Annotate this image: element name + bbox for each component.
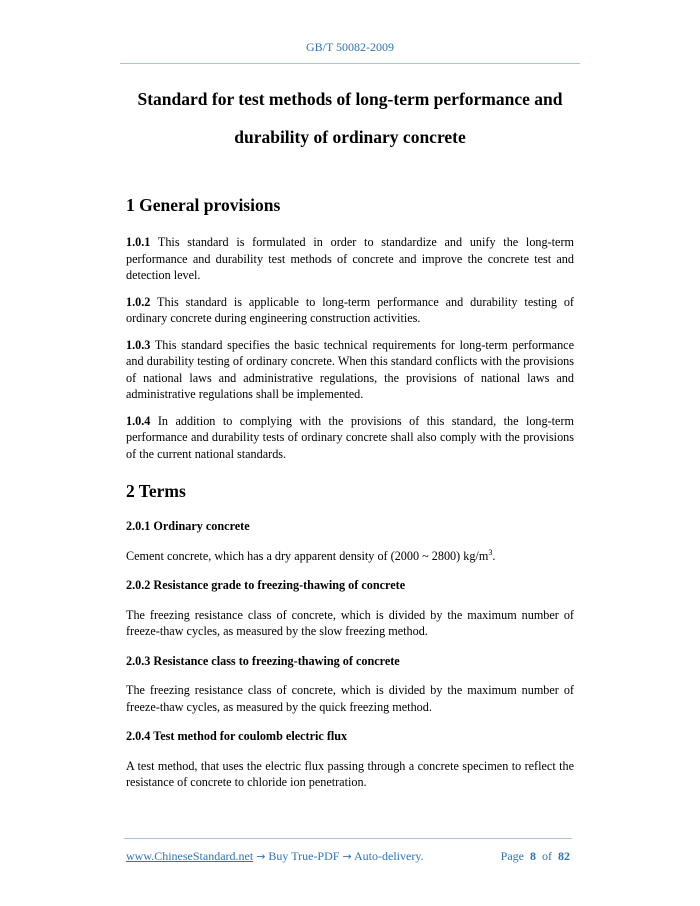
page-counter	[501, 849, 570, 864]
clause-1-0-4	[126, 413, 574, 463]
clause-1-0-2	[126, 294, 574, 327]
term-definition-2-0-1	[126, 548, 574, 565]
page-label: Page	[500, 849, 524, 863]
document-body	[126, 192, 574, 804]
term-definition-2-0-4: A test method, that uses the electric flux passing through a concrete specimen to reflect the resistance of concrete to chloride ion penetration.	[126, 758, 574, 789]
page-number: 8	[530, 849, 536, 863]
title-line-2: durability of ordinary concrete	[234, 127, 466, 147]
clause-1-0-3	[126, 337, 574, 403]
clause-text: In addition to complying with the provisions of this standard, the long-term performance and durability tests of ordinary concrete shall also comply with the provisions of the current national standards.	[126, 413, 574, 461]
term-heading-2-0-2: 2.0.2 Resistance grade to freezing-thawing of concrete	[126, 578, 406, 592]
footer-promo	[126, 849, 424, 864]
site-link[interactable]: www.ChineseStandard.net	[126, 849, 254, 863]
footer-divider	[124, 838, 572, 839]
term-heading-2-0-1: 2.0.1 Ordinary concrete	[126, 519, 250, 533]
document-title	[126, 83, 574, 153]
term-heading-2-0-4: 2.0.4 Test method for coulomb electric flux	[126, 729, 348, 743]
clause-text: This standard is formulated in order to standardize and unify the long-term performance and durability test methods of concrete and improve the concrete test and detection level.	[126, 235, 574, 282]
clause-number: 1.0.4	[126, 413, 151, 428]
arrow-right-icon: →	[256, 850, 266, 863]
clause-1-0-1	[126, 234, 574, 284]
arrow-right-icon: →	[342, 850, 352, 863]
title-line-1: Standard for test methods of long-term performance and	[137, 89, 563, 109]
page-total: 82	[558, 849, 570, 863]
section-heading-general-provisions: 1 General provisions	[126, 195, 281, 215]
term-definition-2-0-2: The freezing resistance class of concrete, which is divided by the maximum number of freeze-thaw cycles, as measured by the slow freezing method.	[126, 607, 574, 638]
auto-delivery-text: Auto-delivery.	[354, 849, 424, 863]
section-heading-terms: 2 Terms	[126, 481, 186, 501]
clause-number: 1.0.3	[126, 337, 151, 352]
superscript-exponent: 3	[488, 547, 493, 557]
header-divider	[120, 63, 580, 64]
term-heading-2-0-3: 2.0.3 Resistance class to freezing-thawing of concrete	[126, 653, 400, 668]
clause-text: This standard specifies the basic technical requirements for long-term performance and durability testing of ordinary concrete. When this standard conflicts with the provisions of national laws and administrative regulations, the provisions of national laws and administrative regulations shall be implemented.	[126, 337, 574, 401]
of-label: of	[542, 849, 552, 863]
standard-code: GB/T 50082-2009	[305, 40, 395, 54]
clause-text: This standard is applicable to long-term performance and durability testing of ordinary concrete during engineering construction activities.	[126, 294, 574, 325]
buy-pdf-text: Buy True-PDF	[268, 849, 340, 863]
clause-number: 1.0.1	[126, 235, 151, 249]
term-definition-text: Cement concrete, which has a dry apparent density of (2000 ~ 2800) kg/m	[126, 548, 489, 563]
term-definition-2-0-3: The freezing resistance class of concrete, which is divided by the maximum number of freeze-thaw cycles, as measured by the quick freezing method.	[126, 683, 574, 714]
clause-number: 1.0.2	[126, 294, 151, 309]
term-definition-end: .	[492, 548, 496, 563]
